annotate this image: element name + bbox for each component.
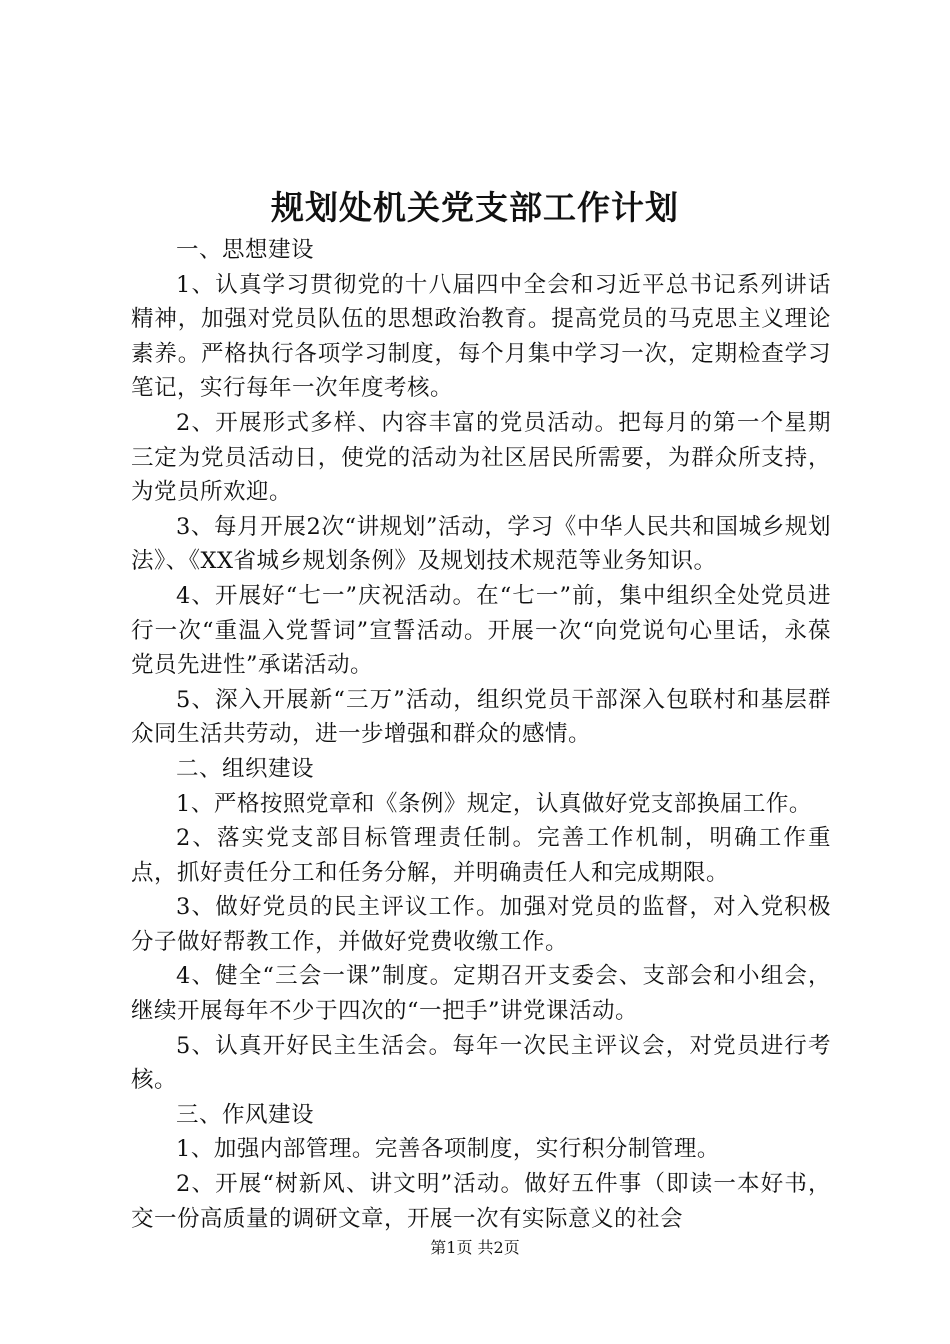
body-paragraph: 3、每月开展2次“讲规划”活动，学习《中华人民共和国城乡规划法》、《XX省城乡规划条例》及规划技术规范等业务知识。 (131, 513, 831, 575)
section-heading: 一、思想建设 (176, 237, 315, 263)
section-heading: 三、作风建设 (176, 1101, 315, 1128)
body-paragraph: 1、认真学习贯彻党的十八届四中全会和习近平总书记系列讲话精神，加强对党员队伍的思想政治教育。提高党员的马克思主义理论素养。严格执行各项学习制度，每个月集中学习一次，定期检查学习笔记，实行每年一次年度考核。 (131, 271, 831, 402)
body-paragraph: 2、开展“树新风、讲文明”活动。做好五件事（即读一本好书，交一份高质量的调研文章，开展一次有实际意义的社会 (131, 1171, 831, 1232)
body-paragraph: 4、开展好“七一”庆祝活动。在“七一”前，集中组织全处党员进行一次“重温入党誓词”宣誓活动。开展一次“向党说句心里话，永葆党员先进性”承诺活动。 (131, 582, 831, 679)
document-body (131, 233, 831, 1236)
section-heading: 二、组织建设 (176, 755, 315, 782)
body-paragraph: 5、认真开好民主生活会。每年一次民主评议会，对党员进行考核。 (131, 1032, 831, 1094)
body-paragraph: 1、加强内部管理。完善各项制度，实行积分制管理。 (176, 1136, 720, 1163)
body-paragraph: 3、做好党员的民主评议工作。加强对党员的监督，对入党积极分子做好帮教工作，并做好党费收缴工作。 (131, 894, 831, 955)
document-title: 规划处机关党支部工作计划 (271, 188, 679, 227)
body-paragraph: 1、严格按照党章和《条例》规定，认真做好党支部换届工作。 (176, 790, 812, 817)
body-paragraph: 4、健全“三会一课”制度。定期召开支委会、支部会和小组会，继续开展每年不少于四次的“一把手”讲党课活动。 (131, 963, 831, 1025)
body-paragraph: 5、深入开展新“三万”活动，组织党员干部深入包联村和基层群众同生活共劳动，进一步增强和群众的感情。 (131, 686, 831, 748)
page-number: 第1页 共2页 (430, 1238, 520, 1257)
body-paragraph: 2、落实党支部目标管理责任制。完善工作机制，明确工作重点，抓好责任分工和任务分解，并明确责任人和完成期限。 (131, 825, 831, 886)
body-paragraph: 2、开展形式多样、内容丰富的党员活动。把每月的第一个星期三定为党员活动日，使党的活动为社区居民所需要，为群众所支持，为党员所欢迎。 (131, 409, 831, 506)
